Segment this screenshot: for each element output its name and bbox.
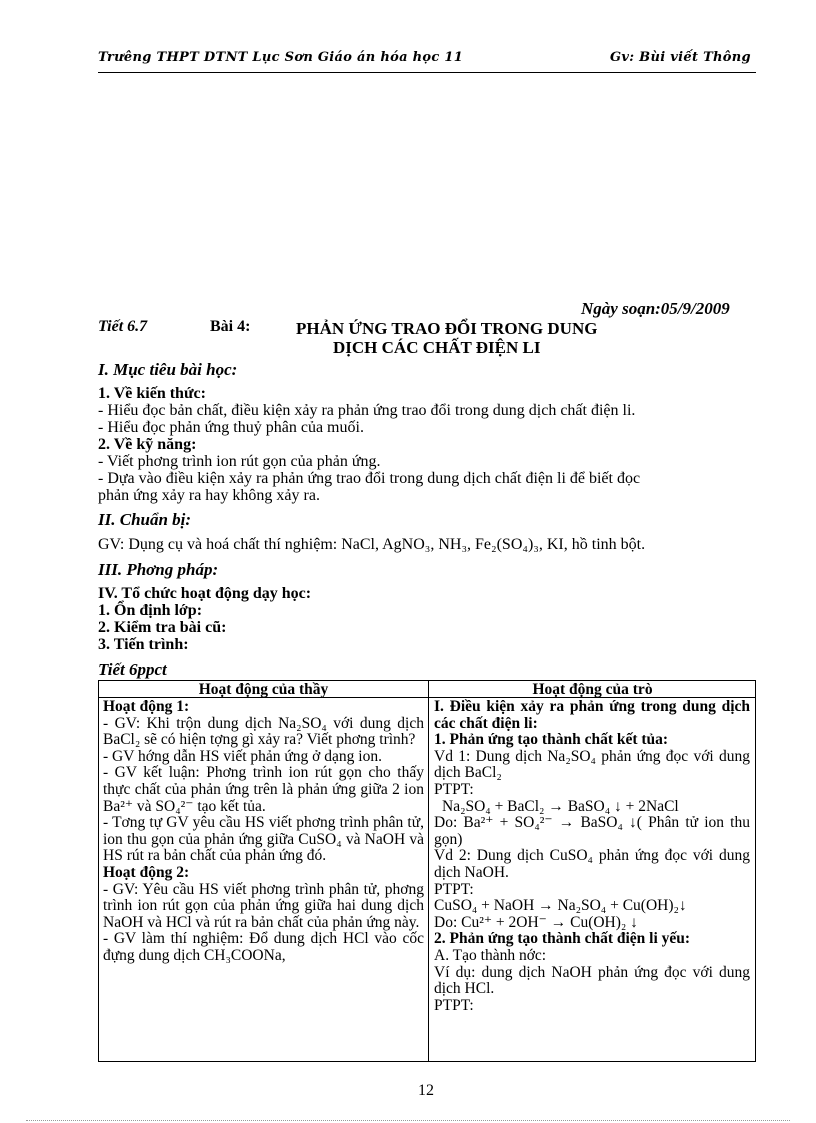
student-paragraph: Ví dụ: dung dịch NaOH phản ứng đọc với dung dịch HCl. <box>434 963 750 998</box>
lesson-title-line1: PHẢN ỨNG TRAO ĐỔI TRONG DUNG <box>296 319 598 338</box>
page-number: 12 <box>418 1082 434 1099</box>
column-divider <box>428 681 429 1061</box>
knowledge-heading: 1. Về kiến thức: <box>98 385 206 402</box>
student-column-header: Hoạt động của trò <box>532 681 653 697</box>
activity-item-1: 1. Ổn định lớp: <box>98 602 203 619</box>
lesson-period: Tiết 6.7 <box>98 318 148 335</box>
activities-heading: IV. Tổ chức hoạt động dạy học: <box>98 585 312 602</box>
student-paragraph: PTPT: <box>434 996 474 1014</box>
skills-line-1: - Viết phơng trình ion rút gọn của phản ứng. <box>98 453 381 470</box>
teacher-paragraph: - Tơng tự GV yêu cầu HS viết phơng trình phân tử, ion thu gọn của phản ứng giữa CuSO₄ và NaOH và HS rút ra bản chất của phản ứng đó. <box>103 814 424 865</box>
date-created: Ngày soạn:05/9/2009 <box>581 299 730 318</box>
lesson-title-line2: DỊCH CÁC CHẤT ĐIỆN LI <box>333 338 541 357</box>
student-paragraph: Na₂SO₄ + BaCl₂ → BaSO₄ ↓ + 2NaCl <box>442 797 679 815</box>
teacher-paragraph: - GV hớng dẫn HS viết phản ứng ở dạng ion. <box>103 747 382 765</box>
student-paragraph: Vd 2: Dung dịch CuSO₄ phản ứng đọc với dung dịch NaOH. <box>434 847 750 881</box>
activity-item-2: 2. Kiểm tra bài cũ: <box>98 619 227 636</box>
teacher-paragraph: Hoạt động 2: <box>103 863 190 881</box>
knowledge-line-1: - Hiểu đọc bản chất, điều kiện xảy ra phản ứng trao đổi trong dung dịch chất điện li. <box>98 402 636 419</box>
student-paragraph: Do: Ba²⁺ + SO₄²⁻ → BaSO₄ ↓( Phân tử ion thu gọn) <box>434 814 750 848</box>
student-paragraph: 1. Phản ứng tạo thành chất kết tủa: <box>434 731 669 749</box>
header-right: Gv: Bùi viết Thông <box>610 50 751 65</box>
activity-item-3: 3. Tiến trình: <box>98 636 189 653</box>
header-rule <box>98 72 756 73</box>
skills-line-2: - Dựa vào điều kiện xảy ra phản ứng trao đổi trong dung dịch chất điện li để biết đọc <box>98 470 641 487</box>
prep-heading: II. Chuẩn bị: <box>98 510 192 529</box>
header-left: Trưêng THPT DTNT Lục Sơn Giáo án hóa học 11 <box>98 50 464 65</box>
student-paragraph: PTPT: <box>434 880 474 898</box>
student-paragraph: CuSO₄ + NaOH → Na₂SO₄ + Cu(OH)₂↓ <box>434 897 687 915</box>
teacher-paragraph: - GV kết luận: Phơng trình ion rút gọn cho thấy thực chất của phản ứng trên là phản ứng giữa 2 ion Ba²⁺ và SO₄²⁻ tạo kết tủa. <box>103 764 424 815</box>
student-paragraph: I. Điều kiện xảy ra phản ứng trong dung dịch các chất điện li: <box>434 698 750 732</box>
student-paragraph: PTPT: <box>434 780 474 798</box>
student-paragraph: Vd 1: Dung dịch Na₂SO₄ phản ứng đọc với dung dịch BaCl₂ <box>434 747 750 782</box>
teacher-column-header: Hoạt động của thầy <box>198 681 329 697</box>
student-paragraph: Do: Cu²⁺ + 2OH⁻ → Cu(OH)₂ ↓ <box>434 913 638 931</box>
skills-line-3: phản ứng xảy ra hay không xảy ra. <box>98 487 320 504</box>
teacher-paragraph: Hoạt động 1: <box>103 698 190 715</box>
teacher-paragraph: - GV: Khi trộn dung dịch Na₂SO₄ với dung dịch BaCl₂ sẽ có hiện tợng gì xảy ra? Viết phơng trình? <box>103 714 424 749</box>
period-label: Tiết 6ppct <box>98 660 167 679</box>
lesson-unit: Bài 4: <box>210 318 251 335</box>
student-paragraph: A. Tạo thành nớc: <box>434 946 547 964</box>
knowledge-line-2: - Hiểu đọc phản ứng thuỷ phân của muối. <box>98 419 364 436</box>
teacher-paragraph: - GV: Yêu cầu HS viết phơng trình phân tử, phơng trình ion rút gọn của phản ứng giữa hai dung dịch NaOH và HCl và rút ra bản chất của phản ứng này. <box>103 880 424 931</box>
student-paragraph: 2. Phản ứng tạo thành chất điện li yếu: <box>434 930 691 948</box>
page-bottom-border <box>26 1120 790 1121</box>
method-heading: III. Phơng pháp: <box>98 560 219 579</box>
objectives-heading: I. Mục tiêu bài học: <box>98 360 238 379</box>
prep-text: GV: Dụng cụ và hoá chất thí nghiệm: NaCl, AgNO₃, NH₃, Fe₂(SO₄)₃, KI, hồ tinh bột. <box>98 536 646 553</box>
activity-table <box>98 680 756 1062</box>
teacher-paragraph: - GV làm thí nghiệm: Đổ dung dịch HCl vào cốc đựng dung dịch CH₃COONa, <box>103 930 424 964</box>
student-column <box>434 699 750 1014</box>
skills-heading: 2. Về kỹ năng: <box>98 436 197 453</box>
teacher-column <box>103 699 424 965</box>
